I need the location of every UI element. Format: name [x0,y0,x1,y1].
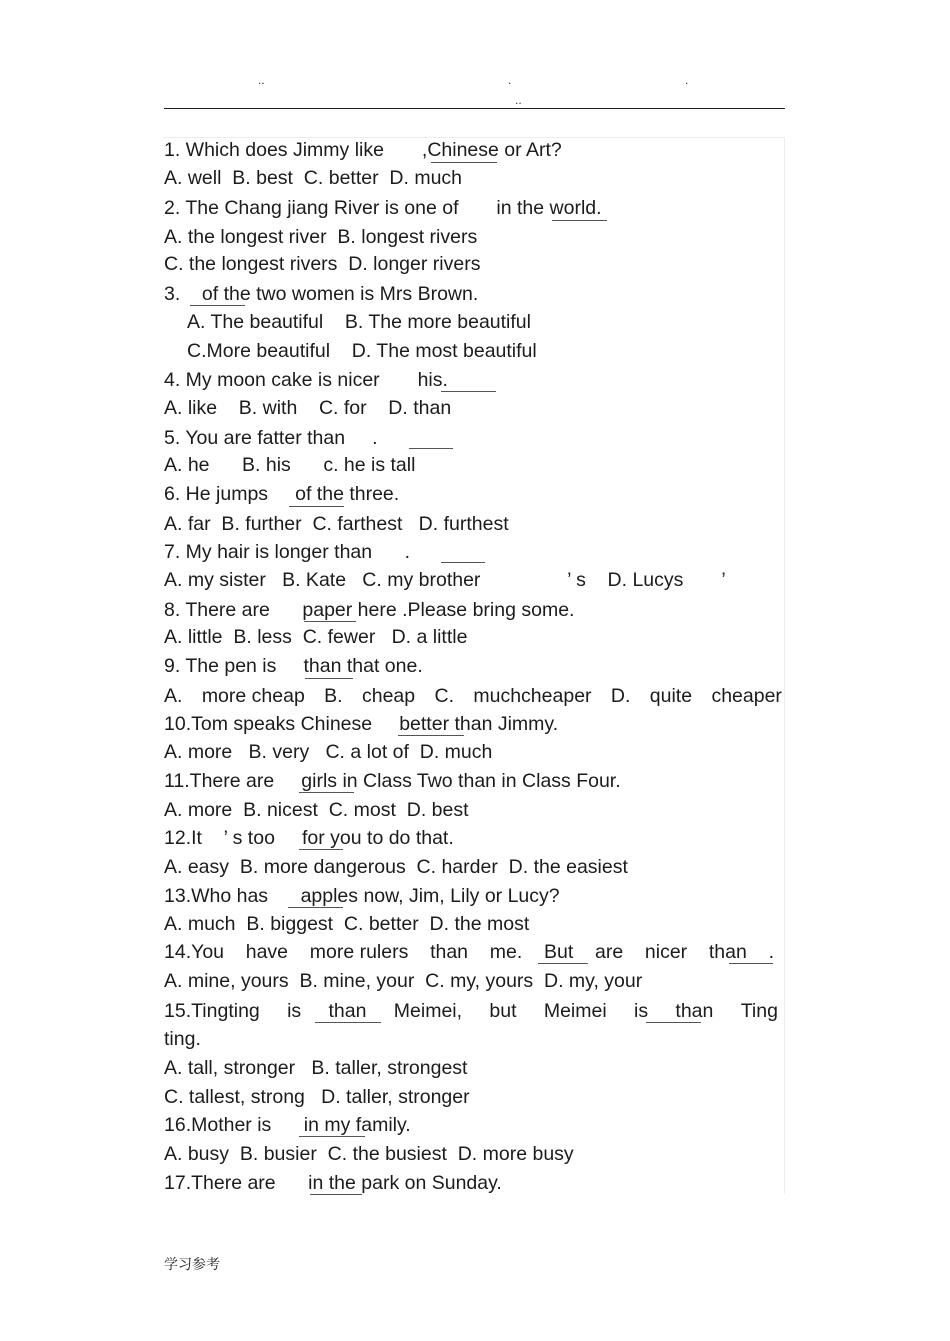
word-token: Ting [740,1000,778,1022]
question-14-options: A. mine, yours B. mine, your C. my, yours D. my, your [164,970,643,992]
question-13-options: A. much B. biggest C. better D. the most [164,913,530,935]
word-token: 14.You [164,941,225,963]
question-6: 6. He jumps of the three. [164,483,400,505]
answer-blank [441,391,496,392]
word-token: me. [489,941,523,963]
word-token: than [328,1000,367,1022]
question-12: 12.It ’ s too for you to do that. [164,827,454,849]
word-token: is [634,1000,649,1022]
question-7: 7. My hair is longer than . [164,541,411,563]
question-15-options-a: A. tall, stronger B. taller, strongest [164,1057,468,1079]
question-3-options-a: A. The beautiful B. The more beautiful [187,311,531,333]
question-8-options: A. little B. less C. fewer D. a little [164,626,468,648]
question-2: 2. The Chang jiang River is one of in the world. [164,197,602,219]
word-token: But [543,941,574,963]
question-3: 3. of the two women is Mrs Brown. [164,283,479,305]
word-token: have [245,941,289,963]
answer-blank [646,1022,701,1023]
question-17: 17.There are in the park on Sunday. [164,1172,502,1194]
answer-blank [441,562,485,563]
answer-blank [398,735,464,736]
word-token: more rulers [309,941,409,963]
question-15-continued: ting. [164,1028,201,1050]
option-token: cheap [361,685,416,707]
question-8: 8. There are paper here .Please bring some. [164,599,575,621]
answer-blank [299,849,343,850]
answer-blank [729,963,773,964]
question-2-options-b: C. the longest rivers D. longer rivers [164,253,481,275]
answer-blank [288,907,343,908]
question-16: 16.Mother is in my family. [164,1114,411,1136]
question-15 [164,999,778,1023]
question-6-options: A. far B. further C. farthest D. furthest [164,513,509,535]
answer-blank [299,792,354,793]
question-10-options: A. more B. very C. a lot of D. much [164,741,493,763]
option-token: B. [324,685,343,707]
answer-blank [299,1136,365,1137]
answer-blank [538,963,588,964]
header-rule [164,108,785,109]
question-5-options: A. he B. his c. he is tall [164,454,416,476]
question-11-options: A. more B. nicest C. most D. best [164,799,469,821]
question-15-options-b: C. tallest, strong D. taller, stronger [164,1086,470,1108]
word-token: is [287,1000,302,1022]
option-token: C. [434,685,454,707]
question-3-options-b: C.More beautiful D. The most beautiful [187,340,537,362]
question-4: 4. My moon cake is nicer his. [164,369,448,391]
answer-blank [190,305,245,306]
question-2-options-a: A. the longest river B. longest rivers [164,226,478,248]
question-10: 10.Tom speaks Chinese better than Jimmy. [164,713,559,735]
question-16-options: A. busy B. busier C. the busiest D. more busy [164,1143,574,1165]
word-token: . [768,941,774,963]
answer-blank [552,220,607,221]
answer-blank [431,162,497,163]
option-token: D. [610,685,631,707]
option-token: cheaper [711,685,782,707]
question-12-options: A. easy B. more dangerous C. harder D. the easiest [164,856,628,878]
answer-blank [310,1194,362,1195]
word-token: Meimei [543,1000,607,1022]
question-14 [164,940,774,964]
word-token: Meimei, [393,1000,463,1022]
answer-blank [305,678,353,679]
header-dots-mid: . [508,73,512,87]
answer-blank [409,448,453,449]
question-9-options [164,684,782,708]
question-4-options: A. like B. with C. for D. than [164,397,452,419]
answer-blank [289,506,344,507]
word-token: than [430,941,469,963]
question-1-options: A. well B. best C. better D. much [164,167,463,189]
word-token: are [594,941,624,963]
option-token: A. [164,685,183,707]
option-token: quite [649,685,693,707]
question-9: 9. The pen is than that one. [164,655,423,677]
answer-blank [315,1022,381,1023]
header-dots-left: .. [258,73,265,87]
question-13: 13.Who has apples now, Jim, Lily or Lucy? [164,885,560,907]
word-token: than [675,1000,714,1022]
question-7-options: A. my sister B. Kate C. my brother ’ s D. Lucys ’ [164,569,726,591]
word-token: 15.Tingting [164,1000,260,1022]
question-1: 1. Which does Jimmy like ,Chinese or Art? [164,139,562,161]
option-token: muchcheaper [473,685,592,707]
word-token: nicer [644,941,688,963]
answer-blank [304,621,356,622]
header-dots-center: .. [515,93,522,107]
word-token: but [489,1000,517,1022]
question-11: 11.There are girls in Class Two than in Class Four. [164,770,621,792]
footer-label: 学习参考 [164,1256,220,1272]
word-token: than [708,941,747,963]
option-token: more cheap [201,685,305,707]
question-5: 5. You are fatter than . [164,427,378,449]
header-dots-right: . [685,73,689,87]
